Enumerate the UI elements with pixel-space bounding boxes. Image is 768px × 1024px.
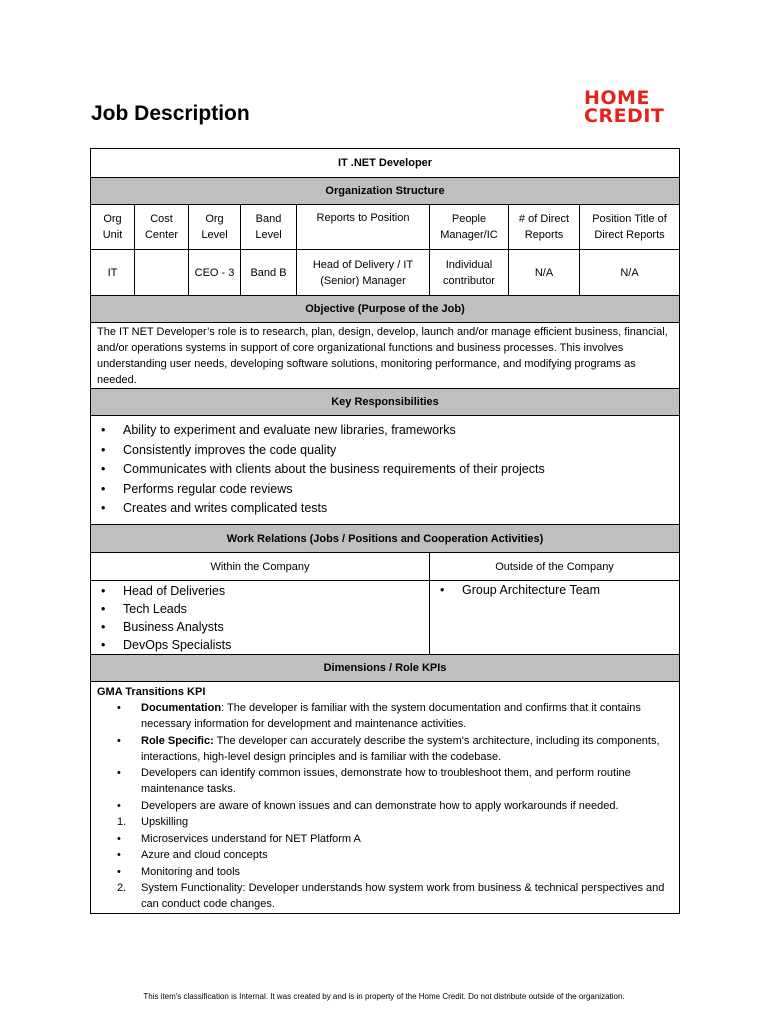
classification-footer: This item's classification is Internal. It was created by and is in property of the Home Credit. Do not distribute outside of the organization. [143, 992, 625, 1001]
org-header-cell: Cost Center [135, 205, 189, 250]
list-item: • Head of Deliveries [101, 582, 425, 600]
kpi-list [95, 700, 675, 912]
within-company-cell [91, 581, 430, 655]
kpi-item-text: Microservices understand for NET Platform A [141, 832, 361, 845]
within-company-header: Within the Company [91, 553, 430, 581]
page-title: Job Description [91, 102, 250, 125]
logo-line-2: CREDIT [584, 105, 665, 127]
org-value-cell: Band B [241, 250, 297, 296]
list-item: • Ability to experiment and evaluate new libraries, frameworks [101, 421, 675, 441]
kpi-title: GMA Transitions KPI [97, 686, 206, 698]
org-header-cell: People Manager/IC [430, 205, 509, 250]
org-value-cell: N/A [580, 250, 680, 296]
outside-company-header: Outside of the Company [430, 553, 680, 581]
org-structure-header: Organization Structure [91, 178, 680, 205]
kpi-item-text: Upskilling [141, 816, 189, 828]
list-item: • Business Analysts [101, 618, 425, 636]
outside-company-cell [430, 581, 680, 655]
org-header-cell: Org Level [189, 205, 241, 250]
kpi-cell [91, 682, 680, 914]
position-title: IT .NET Developer [91, 149, 680, 178]
kpi-marker: • [117, 767, 121, 779]
org-value-cell: Head of Delivery / IT (Senior) Manager [297, 250, 430, 296]
kpi-marker: • [117, 849, 121, 861]
org-value-cell: IT [91, 250, 135, 296]
list-item: • Group Architecture Team [440, 581, 675, 599]
kpi-item-label: Role Specific: [141, 734, 214, 747]
kpi-marker: • [117, 702, 121, 714]
org-header-cell: Position Title of Direct Reports [580, 205, 680, 250]
kpi-item-text: Monitoring and tools [141, 865, 241, 878]
responsibilities-header: Key Responsibilities [91, 389, 680, 416]
list-item: • Communicates with clients about the business requirements of their projects [101, 460, 675, 480]
org-value-cell: CEO - 3 [189, 250, 241, 296]
org-header-cell: Band Level [241, 205, 297, 250]
within-company-list [95, 582, 425, 654]
kpi-item [95, 880, 675, 912]
list-item: • Performs regular code reviews [101, 480, 675, 500]
list-item: • DevOps Specialists [101, 636, 425, 654]
objective-header: Objective (Purpose of the Job) [91, 296, 680, 323]
kpi-item [95, 700, 675, 732]
responsibilities-cell [91, 416, 680, 525]
kpi-item [95, 831, 675, 847]
list-item: • Consistently improves the code quality [101, 441, 675, 461]
org-header-cell: Reports to Position [297, 205, 430, 250]
kpi-marker: • [117, 865, 121, 878]
responsibilities-list [95, 421, 675, 519]
kpi-item [95, 733, 675, 765]
kpi-item [95, 814, 675, 830]
org-header-cell: Org Unit [91, 205, 135, 250]
org-header-row [91, 205, 680, 250]
kpi-item-label: Documentation [141, 702, 222, 714]
kpi-item [95, 864, 675, 880]
outside-company-list [434, 581, 675, 599]
kpi-item-text: The developer can accurately describe the system's architecture, including its components, interactions, high-level design principles and is familiar with the codebase. [141, 734, 660, 763]
list-item: • Tech Leads [101, 600, 425, 618]
org-value-cell: Individual contributor [430, 250, 509, 296]
kpi-item-text: Developers are aware of known issues and can demonstrate how to apply workarounds if needed. [141, 799, 619, 812]
objective-text: The IT NET Developer’s role is to research, plan, design, develop, launch and/or manage efficient business, financial, and/or operations systems in support of core organizational functions and business processes. This involves understanding user needs, developing software solutions, monitoring performance, and modifying programs as needed. [91, 323, 680, 389]
kpi-marker: 1. [117, 816, 127, 828]
kpi-item-text: Developers can identify common issues, demonstrate how to troubleshoot them, and perform routine maintenance tasks. [141, 767, 631, 795]
kpi-item [95, 798, 675, 814]
kpi-item-text: Azure and cloud concepts [141, 849, 268, 861]
logo-line-1: HOME [584, 87, 650, 109]
job-description-table [90, 148, 680, 914]
kpi-marker: • [117, 832, 121, 845]
home-credit-logo [584, 89, 664, 125]
kpi-item [95, 847, 675, 863]
org-value-row [91, 250, 680, 296]
kpi-marker: 2. [117, 882, 127, 894]
kpi-header: Dimensions / Role KPIs [91, 655, 680, 682]
org-value-cell [135, 250, 189, 296]
kpi-item-text: : The developer is familiar with the system documentation and confirms that it contains necessary information for development and maintenance activities. [141, 702, 641, 730]
work-relations-header: Work Relations (Jobs / Positions and Cooperation Activities) [91, 525, 680, 553]
list-item: • Creates and writes complicated tests [101, 499, 675, 519]
org-header-cell: # of Direct Reports [509, 205, 580, 250]
org-value-cell: N/A [509, 250, 580, 296]
kpi-item [95, 765, 675, 797]
kpi-marker: • [117, 799, 121, 812]
kpi-marker: • [117, 734, 121, 747]
kpi-item-text: System Functionality: Developer understands how system work from business & technical perspectives and can conduct code changes. [141, 882, 665, 910]
